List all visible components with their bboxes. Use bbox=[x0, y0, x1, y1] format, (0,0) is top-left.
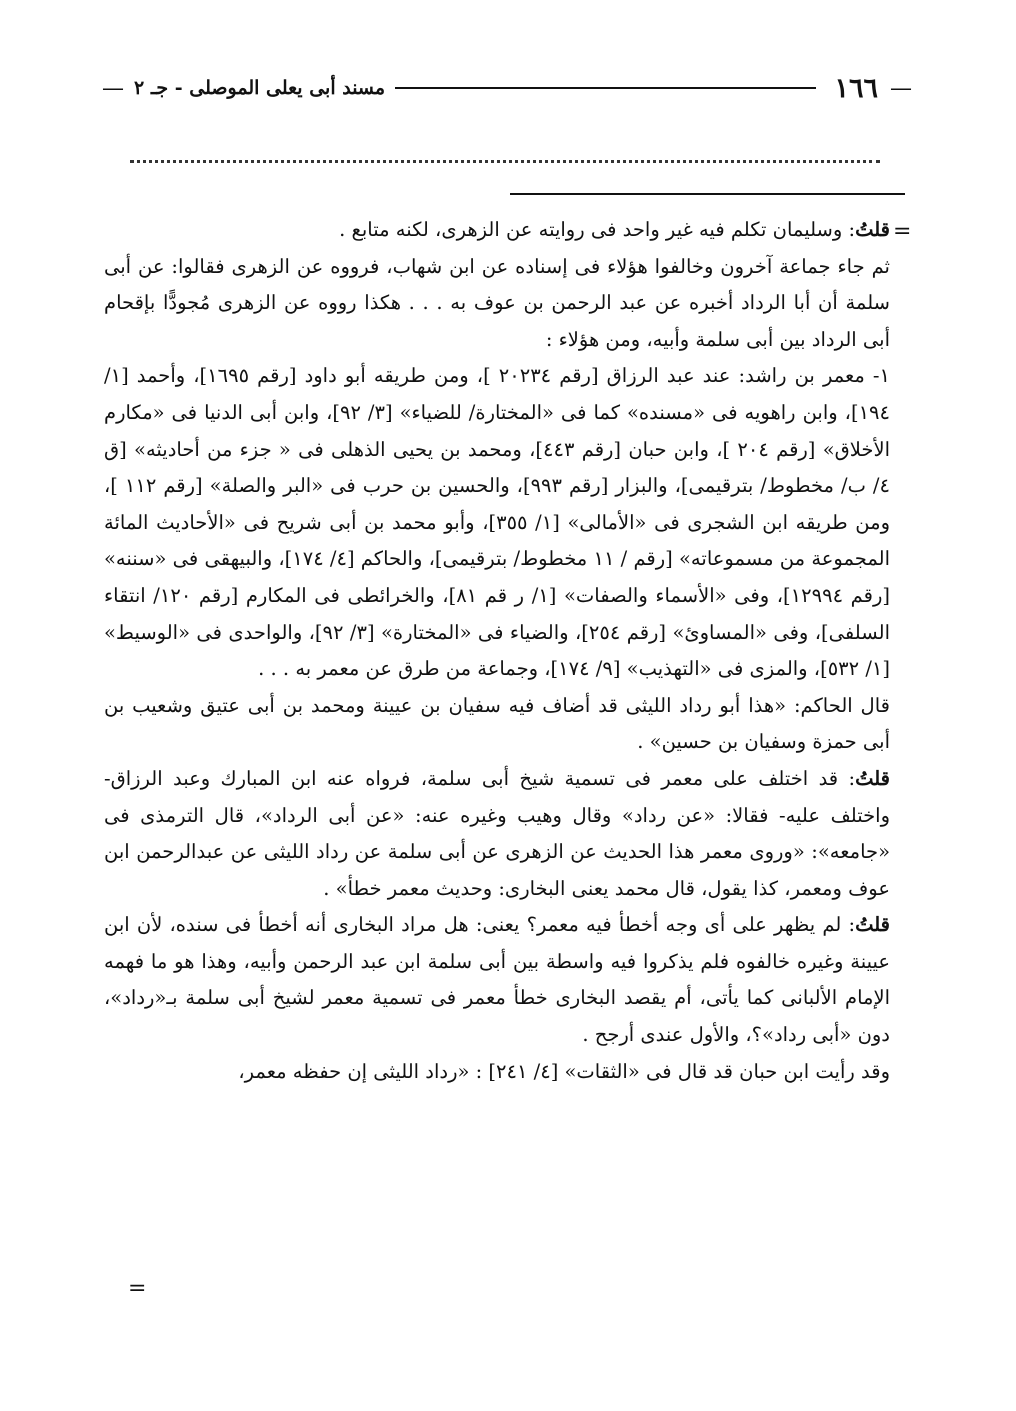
paragraph-1 bbox=[104, 212, 890, 249]
running-header bbox=[98, 68, 916, 108]
header-rule bbox=[395, 87, 816, 89]
paragraph-3: ١- معمر بن راشد: عند عبد الرزاق [رقم ٢٠٢٣٤ ]، ومن طريقه أبو داود [رقم ١٦٩٥]، وأحمد [١/ ١٩٤]، وابن راهويه فى «مسنده» كما فى «المختارة/ للضياء» [٣/ ٩٢]، وابن أبى الدنيا فى «مكارم الأخلاق» [رقم ٢٠٤ ]، وابن حبان [رقم ٤٤٣]، ومحمد بن يحيى الذهلى فى « جزء من أحاديثه» [ق ٤/ ب/ مخطوط/ بترقيمى]، والبزار [رقم ٩٩٣]، والحسين بن حرب فى «البر والصلة» [رقم ١١٢ ]، ومن طريقه ابن الشجرى فى «الأمالى» [١/ ٣٥٥]، وأبو محمد بن أبى شريح فى «الأحاديث المائة المجموعة من مسموعاته» [رقم / ١١ مخطوط/ بترقيمى]، والحاكم [٤/ ١٧٤]، والبيهقى فى «سننه» [رقم ١٢٩٩٤]، وفى «الأسماء والصفات» [١/ ر قم ٨١]، والخرائطى فى المكارم [رقم ١٢٠/ انتقاء السلفى]، وفى «المساوئ» [رقم ٢٥٤]، والضياء فى «المختارة» [٣/ ٩٢]، والواحدى فى «الوسيط» [١/ ٥٣٢]، والمزى فى «التهذيب» [٩/ ١٧٤]، وجماعة من طرق عن معمر به . . . bbox=[104, 364, 891, 681]
dotted-separator bbox=[130, 144, 880, 163]
book-title: مسند أبى يعلى الموصلى - جـ ٢ bbox=[134, 77, 386, 99]
qultu-label: قلتُ bbox=[855, 913, 890, 937]
qultu-label: قلتُ bbox=[855, 766, 890, 790]
paragraph-2: ثم جاء جماعة آخرون وخالفوا هؤلاء فى إسناده عن ابن شهاب، فرووه عن الزهرى فقالوا: عن أبى سلمة أن أبا الرداد أخبره عن عبد الرحمن بن عوف به . . . هكذا رووه عن الزهرى مُجودًّا بإقحام أبى الرداد بين أبى سلمة وأبيه، ومن هؤلاء : bbox=[104, 254, 890, 351]
paragraph-7: وقد رأيت ابن حبان قد قال فى «الثقات» [٤/ ٢٤١] : «رداد الليثى إن حفظه معمر، bbox=[238, 1059, 890, 1083]
paragraph-6 bbox=[104, 907, 890, 1053]
page-number: ١٦٦ bbox=[834, 72, 878, 104]
paragraph-5 bbox=[104, 761, 890, 907]
paragraph-text: : لم يظهر على أى وجه أخطأ فيه معمر؟ يعنى: هل مراد البخارى أنه أخطأ فى سنده، لأن ابن عيينة وغيره خالفوه فلم يذكروا فيه واسطة بين أبى سلمة ابن عبد الرحمن وأبيه، وهذا هو ما فهمه الإمام الألبانى كما يأتى، أم يقصد البخارى خطأ معمر فى تسمية معمر لشيخ أبى سلمة بـ«رداد»، دون «أبى رداد»؟، والأول عندى أرجح . bbox=[104, 913, 890, 1047]
paragraph-text: : وسليمان تكلم فيه غير واحد فى روايته عن الزهرى، لكنه متابع . bbox=[339, 218, 856, 241]
paragraph-text: : قد اختلف على معمر فى تسمية شيخ أبى سلمة، فرواه عنه ابن المبارك وعبد الرزاق- واختلف عليه- فقالا: «عن رداد» وقال وهيب وغيره عنه: «عن أبى الرداد»، قال الترمذى فى «جامعه»: «وروى معمر هذا الحديث عن الزهرى عن أبى سلمة عن رداد الليثى عن عبدالرحمن ابن عوف ومعمر، كذا يقول، قال محمد يعنى البخارى: وحديث معمر خطأ» . bbox=[104, 766, 890, 900]
footnote-body bbox=[104, 212, 890, 1090]
paragraph-4: قال الحاكم: «هذا أبو رداد الليثى قد أضاف فيه سفيان بن عيينة ومحمد بن أبى عتيق وشعيب بن أبى حمزة وسفيان بن حسين» . bbox=[104, 693, 890, 754]
header-end-dash: — bbox=[102, 75, 124, 101]
continuation-mark-end: = bbox=[128, 1276, 147, 1301]
footnote-rule bbox=[510, 193, 905, 195]
continuation-mark-start: = bbox=[893, 219, 912, 244]
header-dash: — bbox=[890, 75, 912, 101]
qultu-label: قلتُ bbox=[855, 218, 890, 241]
